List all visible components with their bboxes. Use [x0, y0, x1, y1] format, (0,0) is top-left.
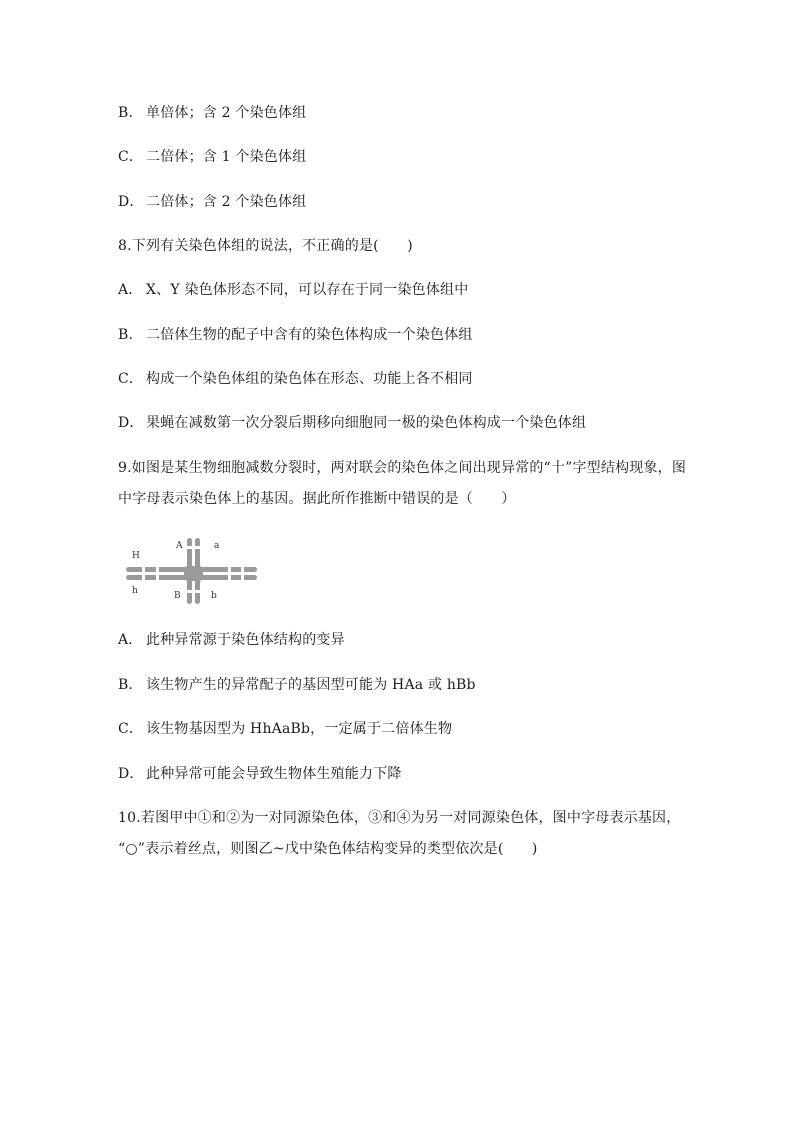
q8-option-a [118, 280, 468, 300]
option-letter: B． [118, 327, 143, 343]
option-letter: D． [118, 415, 144, 431]
band-gap [194, 590, 201, 593]
chromosome-arm-upper-right [195, 538, 200, 570]
option-text: 此种异常可能会导致生物体生殖能力下降 [146, 766, 402, 782]
chromosome-shapes [126, 538, 257, 604]
q8-option-b [118, 325, 473, 345]
band-gap [142, 566, 145, 581]
cross-shaped-chromosome-figure [124, 530, 260, 610]
q7-option-b [118, 103, 306, 123]
option-letter: D． [118, 194, 144, 210]
q9-stem-line1: 9.如图是某生物细胞减数分裂时，两对联会的染色体之间出现异常的“十”字型结构现象，图 [118, 460, 687, 476]
q8-stem: 8.下列有关染色体组的说法，不正确的是( ) [118, 238, 413, 254]
cross-junction [184, 566, 203, 581]
option-letter: C． [118, 149, 144, 165]
q10-stem-line2: “○”表示着丝点，则图乙~戊中染色体结构变异的类型依次是( ) [118, 841, 538, 857]
gene-label-b: b [211, 591, 217, 601]
gene-label-H: H [132, 551, 140, 561]
q7-option-d [118, 192, 306, 212]
option-text: 二倍体；含 1 个染色体组 [146, 149, 307, 165]
band-gap [241, 566, 244, 581]
option-text: X、Y 染色体形态不同，可以存在于同一染色体组中 [146, 282, 469, 298]
option-text: 二倍体；含 2 个染色体组 [146, 194, 307, 210]
band-gap [156, 566, 159, 581]
gene-label-A: A [176, 541, 183, 551]
option-letter: B． [118, 105, 143, 121]
band-gap [194, 546, 201, 549]
option-letter: D． [118, 766, 144, 782]
gene-label-a: a [214, 541, 220, 551]
q8-option-d [118, 413, 586, 433]
option-letter: A． [118, 632, 143, 648]
q8-option-c [118, 369, 473, 389]
option-text: 构成一个染色体组的染色体在形态、功能上各不相同 [146, 371, 473, 387]
option-text: 果蝇在减数第一次分裂后期移向细胞同一极的染色体构成一个染色体组 [146, 415, 587, 431]
band-gap [186, 546, 193, 549]
q10-stem-line1: 10.若图甲中①和②为一对同源染色体，③和④为另一对同源染色体，图中字母表示基因， [118, 810, 681, 826]
option-letter: B． [118, 677, 143, 693]
option-text: 该生物基因型为 HhAaBb，一定属于二倍体生物 [146, 721, 453, 737]
q9-option-b [118, 675, 476, 695]
band-gap [186, 590, 193, 593]
q9-option-c [118, 719, 452, 739]
option-letter: C． [118, 371, 144, 387]
option-text: 单倍体；含 2 个染色体组 [146, 105, 307, 121]
option-text: 该生物产生的异常配子的基因型可能为 HAa 或 hBb [146, 677, 476, 693]
option-letter: C． [118, 721, 144, 737]
chromosome-diagram [124, 530, 260, 610]
option-text: 二倍体生物的配子中含有的染色体构成一个染色体组 [146, 327, 473, 343]
gene-label-h: h [132, 586, 138, 596]
q7-option-c [118, 147, 306, 167]
q9-option-a [118, 630, 345, 650]
band-gap [228, 566, 231, 581]
q9-stem-line2: 中字母表示染色体上的基因。据此所作推断中错误的是（ ） [118, 491, 516, 507]
option-text: 此种异常源于染色体结构的变异 [146, 632, 345, 648]
q9-option-d [118, 764, 402, 784]
option-letter: A． [118, 282, 143, 298]
chromosome-arm-upper-left [187, 538, 192, 570]
gene-label-B: B [174, 591, 181, 601]
